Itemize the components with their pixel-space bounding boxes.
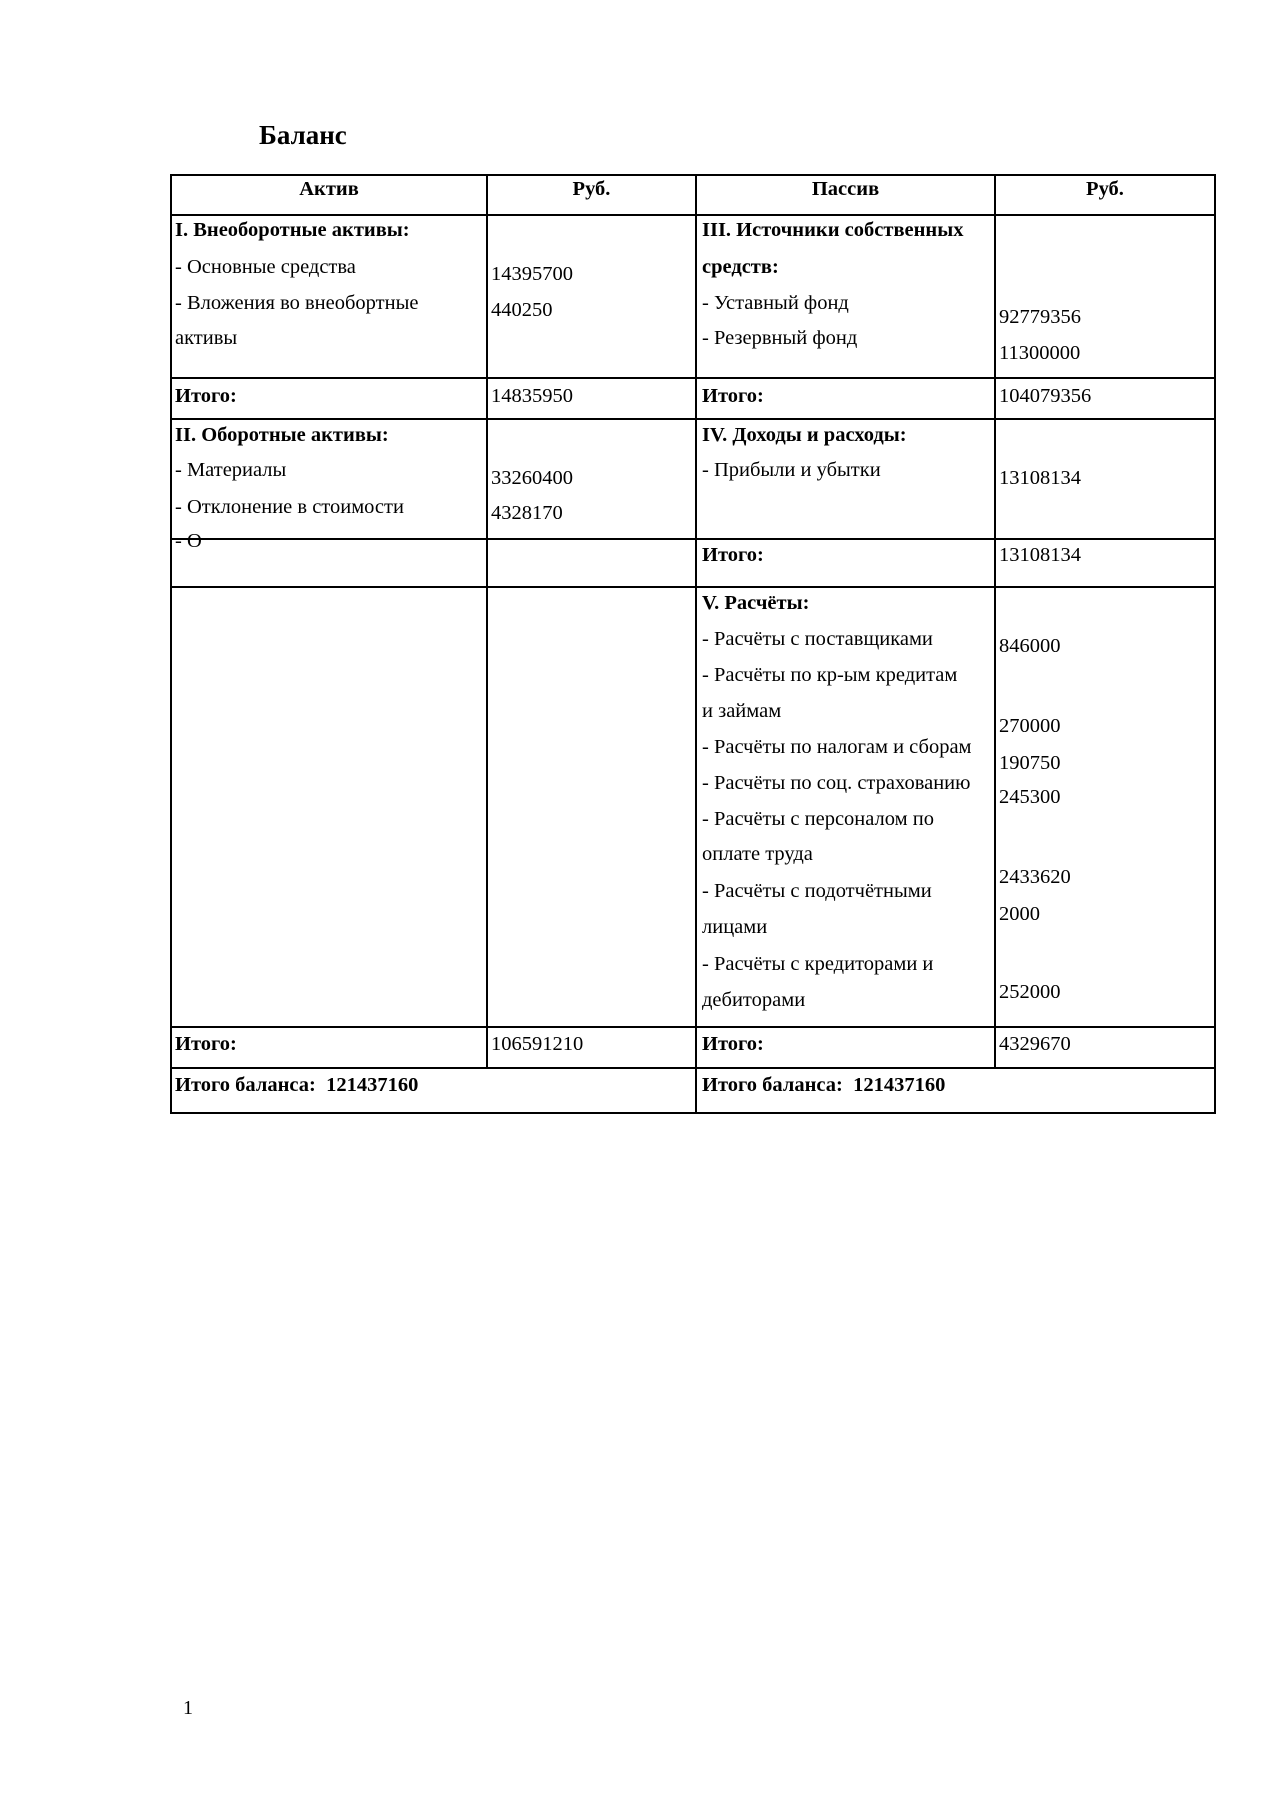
liability-item: - Расчёты по соц. страхованию [702, 772, 971, 794]
total-label: Итого: [175, 1033, 237, 1055]
header-rub: Руб. [572, 178, 611, 200]
liability-value: 245300 [999, 786, 1061, 808]
col-divider [994, 174, 996, 1069]
header-asset: Актив [299, 178, 359, 200]
liability-item: - Резервный фонд [702, 327, 858, 349]
liability-item: - Расчёты с персоналом по [702, 808, 934, 830]
total-label: Итого: [702, 385, 764, 407]
total-value: 14835950 [491, 385, 573, 407]
section-2-cell [172, 420, 486, 552]
col-divider [695, 174, 697, 1114]
liability-value: 252000 [999, 981, 1061, 1003]
total-label: Итого: [702, 1033, 764, 1055]
asset-item: - Материалы [175, 459, 287, 481]
liability-value: 11300000 [999, 342, 1081, 364]
page-number: 1 [183, 1697, 193, 1719]
total-label: Итого: [175, 385, 237, 407]
header-rub: Руб. [1086, 178, 1124, 200]
liability-value: 190750 [999, 752, 1061, 774]
asset-value: 14395700 [491, 263, 573, 285]
total-value: 4329670 [999, 1033, 1071, 1055]
total-value: 106591210 [491, 1033, 584, 1055]
asset-item: - Основные средства [175, 256, 356, 278]
total-label: Итого: [702, 544, 764, 566]
liability-item: - Расчёты с поставщиками [702, 628, 933, 650]
asset-item: - Вложения во внеобортные [175, 292, 419, 314]
liability-item: и займам [702, 700, 782, 722]
liability-item: - Расчёты по кр-ым кредитам [702, 664, 958, 686]
liability-value: 270000 [999, 715, 1061, 737]
section-title: II. Оборотные активы: [175, 424, 389, 446]
liability-item: дебиторами [702, 989, 806, 1011]
liability-value: 92779356 [999, 306, 1081, 328]
liability-item: оплате труда [702, 843, 813, 865]
total-value: 104079356 [999, 385, 1092, 407]
liability-value: 846000 [999, 635, 1061, 657]
balance-total: Итого баланса: 121437160 [702, 1074, 946, 1096]
liability-value: 2000 [999, 903, 1040, 925]
section-title: V. Расчёты: [702, 592, 810, 614]
liability-item: - Расчёты с кредиторами и [702, 953, 934, 975]
total-value: 13108134 [999, 544, 1081, 566]
page-title: Баланс [259, 120, 347, 150]
section-title: I. Внеоборотные активы: [175, 219, 410, 241]
asset-value: 33260400 [491, 467, 573, 489]
liability-value: 13108134 [999, 467, 1081, 489]
balance-total: Итого баланса: 121437160 [175, 1074, 419, 1096]
liability-item: - Расчёты по налогам и сборам [702, 736, 972, 758]
liability-item: - Прибыли и убытки [702, 459, 881, 481]
liability-item: лицами [702, 916, 768, 938]
liability-item: - Расчёты с подотчётными [702, 880, 932, 902]
asset-value: 4328170 [491, 502, 563, 524]
col-divider [486, 174, 488, 1069]
asset-item: активы [175, 327, 238, 349]
section-title: III. Источники собственных [702, 219, 964, 241]
asset-item: - О [175, 530, 202, 552]
row-divider [170, 586, 1216, 588]
section-title: средств: [702, 256, 779, 278]
header-liability: Пассив [811, 178, 880, 200]
section-title: IV. Доходы и расходы: [702, 424, 907, 446]
liability-value: 2433620 [999, 866, 1071, 888]
asset-value: 440250 [491, 299, 553, 321]
liability-item: - Уставный фонд [702, 292, 849, 314]
asset-item: - Отклонение в стоимости [175, 496, 404, 518]
